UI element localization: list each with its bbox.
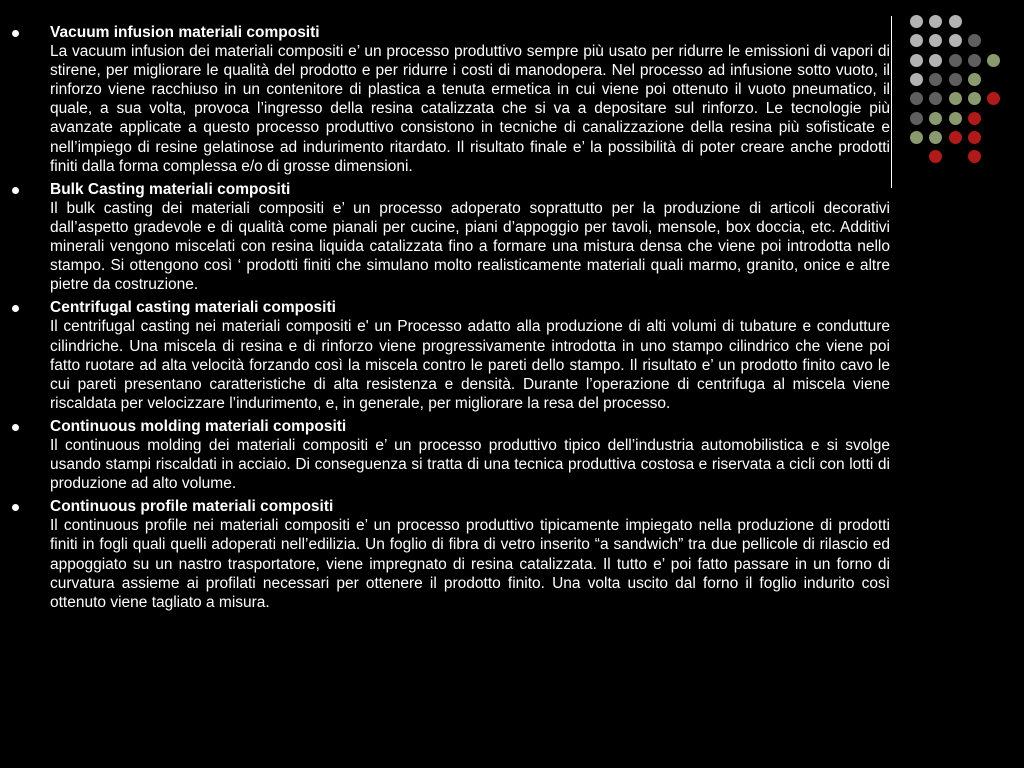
decorative-dot-icon xyxy=(968,150,981,163)
decorative-dot-icon xyxy=(968,112,981,125)
decorative-dot-icon xyxy=(949,15,962,28)
decorative-dot-icon xyxy=(968,54,981,67)
bullet-icon xyxy=(12,187,19,194)
section-heading: Continuous profile materiali compositi xyxy=(50,498,334,516)
decorative-dot-icon xyxy=(968,34,981,47)
decorative-dot-icon xyxy=(929,112,942,125)
section-body: Il centrifugal casting nei materiali compositi e' un Processo adatto alla produzione di alti volumi di tubature e condutture cilindriche. Una miscela di resina e di rinforzo viene progressivamente introdotta in uno stampo cilindrico che viene poi fatto ruotare ad alta velocità forzando così la miscela contro le pareti dello stampo. Il risultato e’ un prodotto finito cavo le cui pareti presentano caratteristiche di alta resistenza e densità. Durante l’operazione di centrifuga al miscela viene riscaldata per velocizzare l’indurimento, e, in generale, per migliorare la resa del processo. xyxy=(50,318,890,412)
decorative-dot-icon xyxy=(987,92,1000,105)
decorative-dot-icon xyxy=(968,73,981,86)
decorative-dot-grid xyxy=(910,15,1020,165)
decorative-dot-icon xyxy=(910,92,923,105)
section-heading: Vacuum infusion materiali compositi xyxy=(50,24,320,41)
decorative-dot-icon xyxy=(910,34,923,47)
bullet-icon xyxy=(12,504,19,511)
decorative-dot-icon xyxy=(949,112,962,125)
section-body: Il continuous profile nei materiali compositi e’ un processo produttivo tipicamente impiegato nella produzione di prodotti finiti in fogli quali quelli adoperati nell’edilizia. Un foglio di fibra di vetro inserito “a sandwich” tra due pellicole di rilascio ed appoggiato su un nastro trasportatore, viene impregnato di resina catalizzata. Il tutto e’ poi fatto passare in un forno di curvatura assieme ai profilati necessari per ottenere il prodotto finito. Una volta uscito dal forno il foglio indurito così ottenuto viene tagliato a misura. xyxy=(50,517,890,611)
decorative-dot-icon xyxy=(910,54,923,67)
decorative-dot-icon xyxy=(949,131,962,144)
decorative-dot-icon xyxy=(929,92,942,105)
decorative-dot-icon xyxy=(968,131,981,144)
section-body: La vacuum infusion dei materiali compositi e’ un processo produttivo sempre più usato per ridurre le emissioni di vapori di stirene, per migliorare le qualità del prodotto e per ridurre i costi di manodopera. Nel processo ad infusione sotto vuoto, il rinforzo viene racchiuso in un contenitore di plastica a tenuta ermetica in cui viene poi ottenuto il vuoto pneumatico, il quale, a sua volta, provoca l’ingresso della resina catalizzata che si va a depositare sul rinforzo. Le tecnologie più avanzate applicate a questo processo produttivo consistono in tecniche di canalizzazione della resina più sofisticate e nell’impiego di resine gelatinose ad indurimento ritardato. Il risultato finale e’ la possibilità di poter creare anche prodotti finiti dalla forma complessa e/o di grosse dimensioni. xyxy=(50,43,890,175)
decorative-dot-icon xyxy=(929,73,942,86)
section-body: Il bulk casting dei materiali compositi e’ un processo adoperato soprattutto per la produzione di articoli decorativi dall’aspetto gradevole e di qualità come pianali per cucine, piani d’appoggio per tavoli, mensole, box doccia, etc. Additivi minerali vengono miscelati con resina liquida catalizzata fino a formare una mistura densa che viene poi introdotta nello stampo. Si ottengono così ‘ prodotti finiti che simulano molto realisticamente materiali quali marmo, granito, onice e altre pietre da costruzione. xyxy=(50,199,890,294)
decorative-dot-icon xyxy=(929,54,942,67)
section-continuous-molding xyxy=(10,417,890,493)
decorative-dot-icon xyxy=(910,112,923,125)
section-vacuum-infusion xyxy=(10,23,890,176)
decorative-dot-icon xyxy=(910,73,923,86)
decorative-dot-icon xyxy=(929,15,942,28)
decorative-dot-icon xyxy=(910,15,923,28)
decorative-dot-icon xyxy=(968,92,981,105)
decorative-dot-icon xyxy=(910,131,923,144)
decorative-dot-icon xyxy=(929,131,942,144)
decorative-dot-icon xyxy=(987,54,1000,67)
decorative-dot-icon xyxy=(949,54,962,67)
slide-content xyxy=(10,23,890,616)
section-centrifugal-casting xyxy=(10,298,890,413)
bullet-icon xyxy=(12,30,19,37)
section-heading: Continuous molding materiali compositi xyxy=(50,417,347,435)
decorative-dot-icon xyxy=(929,150,942,163)
decorative-dot-icon xyxy=(929,34,942,47)
decorative-dot-icon xyxy=(949,34,962,47)
section-heading: Bulk Casting materiali compositi xyxy=(50,180,291,198)
decorative-dot-icon xyxy=(949,73,962,86)
decorative-dot-icon xyxy=(949,92,962,105)
bullet-icon xyxy=(12,424,19,431)
section-heading: Centrifugal casting materiali compositi xyxy=(50,299,336,317)
section-continuous-profile xyxy=(10,497,890,612)
section-body: Il continuous molding dei materiali compositi e’ un processo produttivo tipico dell’industria automobilistica e si svolge usando stampi riscaldati in acciaio. Di conseguenza si tratta di una tecnica produttiva costosa e riservata a cicli con lotti di produzione ad alto volume. xyxy=(50,436,890,493)
section-bulk-casting xyxy=(10,180,890,295)
vertical-divider xyxy=(891,16,892,188)
bullet-icon xyxy=(12,305,19,312)
